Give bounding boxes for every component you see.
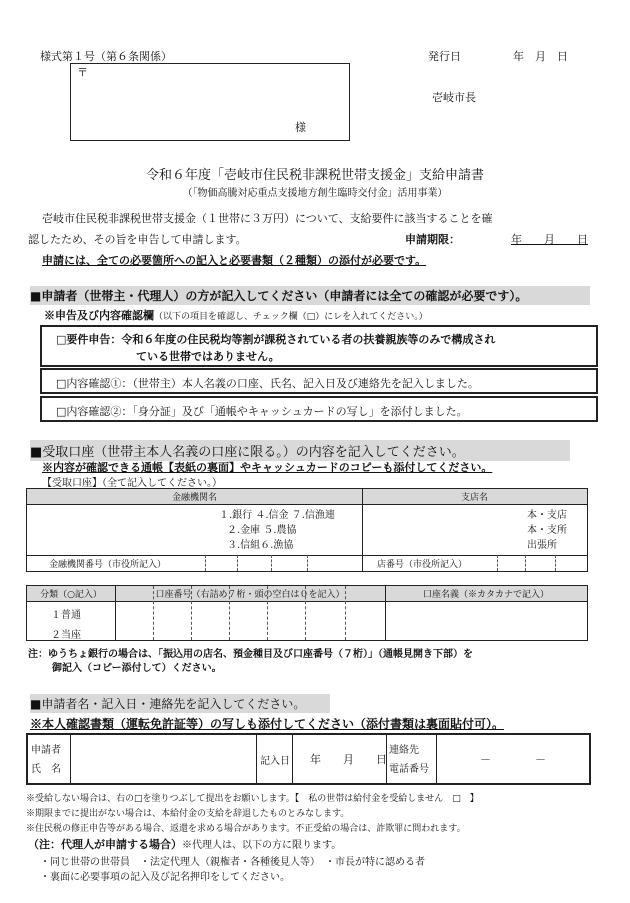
required-notice: 申請には、全ての必要箇所への記入と必要書類（２種類）の添付が必要です。 [42, 254, 427, 267]
contact-label-line-2: 電話番号 [389, 764, 429, 775]
applicant-info-table [26, 733, 591, 785]
confirm-2-box[interactable] [40, 396, 598, 422]
confirm-2-text: □内容確認②：「身分証」及び「通帳やキャッシュカードの写し」を添付しました。 [56, 405, 468, 418]
bank-header: 金融機関名 [171, 493, 217, 503]
branch-type-3: 出張所 [527, 540, 557, 551]
phone-fields[interactable]: － － [480, 753, 546, 766]
check-note [44, 307, 428, 323]
issue-date-fields: 年 月 日 [513, 50, 568, 63]
contact-label [389, 741, 429, 779]
applicant-label-line-1: 申請者 [31, 745, 61, 756]
address-box[interactable] [70, 63, 350, 141]
check-note-rest: （以下の項目を確認し、チェック欄（□）にレを入れてください。） [154, 312, 428, 322]
deadline-label: 申請期限： [405, 233, 460, 246]
sama-label: 様 [295, 121, 306, 134]
deadline-note: ※期限までに提出がない場合は、本給付金の支給を辞退したものとみなします。 [26, 809, 350, 819]
bank-type-options[interactable] [219, 508, 335, 553]
proxy-line-1: ・同じ世帯の世帯員 ・法定代理人（親権者・各種後見人等） ・市長が特に認める者 [40, 857, 425, 868]
branch-type-options[interactable] [527, 508, 567, 553]
account-number-table [26, 585, 588, 641]
account-section-heading: ■受取口座（世帯主本人名義の口座に限る。）の内容を記入してください。 [30, 440, 570, 461]
applicant-name-label [31, 741, 61, 779]
postal-mark: 〒 [77, 66, 88, 79]
requirement-line-2: ている世帯ではありません。 [136, 350, 280, 363]
category-toza: ２当座 [51, 630, 81, 641]
yucho-note-2: 御記入（コピー添付して）ください。 [52, 663, 222, 674]
fraud-note: ※住民税の修正申告等がある場合、返還を求める場合があります。不正受給の場合は、詐欺罪に問われます。 [26, 824, 466, 834]
account-number-header: 口座番号（右詰め７桁・頭の空白は０を記入） [155, 590, 345, 600]
page-subtitle: （「物価高騰対応重点支援地方創生臨時交付金」活用事業） [182, 188, 448, 199]
bank-type-2: ２.金庫 ５.農協 [227, 525, 297, 536]
id-document-note: ※本人確認書類（運転免許証等）の写しも添付してください（添付書類は裏面貼付可）。 [30, 717, 505, 731]
requirement-line-1: □要件申告：令和６年度の住民税均等割が課税されている者の扶養親族等のみで構成され [56, 333, 496, 346]
yucho-note-1: 注：ゆうちょ銀行の場合は、「振込用の店名、預金種目及び口座番号（７桁）」（通帳見開き下部）を [28, 649, 473, 660]
branch-type-1: 本・支店 [527, 510, 567, 521]
proxy-heading [28, 836, 341, 852]
branch-code-label: 店番号（市役所記入） [377, 560, 468, 570]
decline-note[interactable]: ※受給しない場合は、右の□を塗りつぶして提出をお願いします。【 私の世帯は給付金を受給しません □ 】 [26, 794, 479, 804]
issue-date-label: 発行日 [428, 50, 461, 63]
applicant-section-heading: ■申請者（世帯主・代理人）の方が記入してください（申請者には全ての確認が必要です）。 [30, 286, 590, 305]
proxy-heading-rest: ※代理人は、以下の方に限ります。 [182, 840, 342, 851]
deadline-fields[interactable]: 年 月 日 [511, 233, 588, 246]
category-header: 分類（○記入） [40, 590, 102, 600]
form-number: 様式第１号（第６条関係） [40, 50, 172, 63]
bank-code-label: 金融機関番号（市役所記入） [49, 560, 167, 570]
contact-section-heading: ■申請者名・記入日・連絡先を記入してください。 [30, 694, 330, 713]
applicant-label-line-2: 氏 名 [31, 764, 61, 775]
confirm-1-box[interactable] [40, 368, 598, 394]
category-futsu: １普通 [51, 610, 81, 621]
confirm-1-text: □内容確認①：（世帯主）本人名義の口座、氏名、記入日及び連絡先を記入しました。 [56, 377, 479, 390]
entry-date-fields[interactable]: 年 月 日 [310, 753, 387, 766]
intro-line-2: 認したため、その旨を申告して申請します。 [28, 233, 247, 246]
category-options[interactable] [51, 606, 81, 646]
proxy-line-2: ・裏面に必要事項の記入及び記名押印をしてください。 [40, 872, 290, 883]
bank-type-1: １.銀行 ４.信金 ７.信漁連 [219, 510, 335, 521]
entry-date-label: 記入日 [260, 756, 290, 767]
proxy-heading-bold: （注：代理人が申請する場合） [28, 838, 182, 851]
applicant-name-field[interactable] [72, 737, 255, 781]
intro-line-1: 壱岐市住民税非課税世帯支援金（１世帯に３万円）について、支給要件に該当することを確 [42, 212, 493, 225]
mayor-label: 壱岐市長 [432, 91, 476, 104]
branch-type-2: 本・支所 [527, 525, 567, 536]
account-label: 【受取口座】（全て記入してください。） [42, 478, 222, 489]
bank-type-3: ３.信組６.漁協 [227, 540, 294, 551]
passbook-note: ※内容が確認できる通帳【表紙の裏面】やキャッシュカードのコピーも添付してください。 [42, 461, 493, 474]
bank-table [26, 488, 588, 572]
contact-label-line-1: 連絡先 [389, 745, 419, 756]
page-title: 令和６年度「壱岐市住民税非課税世帯支援金」支給申請書 [145, 168, 484, 183]
account-holder-header: 口座名義（※カタカナで記入） [422, 590, 549, 600]
check-note-bold: ※申告及び内容確認欄 [44, 309, 154, 322]
requirement-check-box[interactable] [40, 325, 598, 367]
branch-header: 支店名 [460, 493, 488, 503]
